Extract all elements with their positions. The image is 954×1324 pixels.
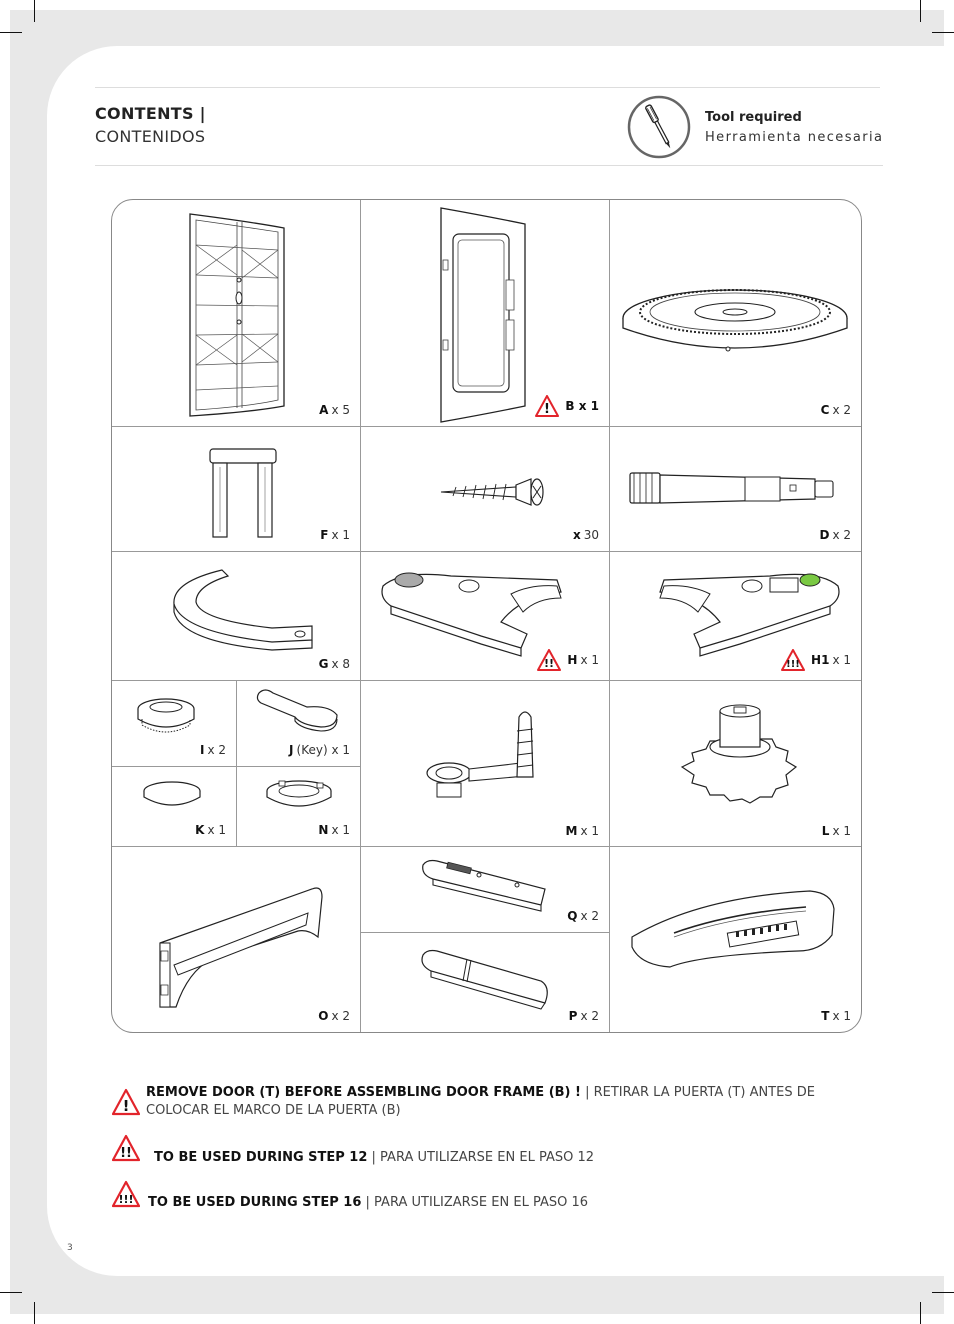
part-k-label: K x 1 [195,823,226,837]
crop-mark [932,32,954,33]
svg-text:!: ! [122,1097,130,1115]
part-screw-label: x 30 [572,528,599,542]
crop-mark [0,1292,22,1293]
part-q-label: Q x 2 [567,909,599,923]
part-n-cell [237,767,360,846]
part-q-cell [361,847,609,932]
part-d-cell [610,427,861,551]
crop-mark [0,32,22,33]
warning-icon [112,1088,140,1116]
tool-required-label: Tool required [705,110,802,125]
header-top-rule [95,87,880,88]
crop-mark [34,0,35,22]
warning-icon-double [537,649,561,671]
part-j-label: J (Key) x 1 [289,743,350,757]
part-b-label: ! B x 1 [535,395,599,417]
part-g-label: G x 8 [318,657,350,671]
part-o-cell [112,847,360,1032]
part-d-label: D x 2 [819,528,851,542]
part-h-label: !! H x 1 [537,649,599,671]
note-step-16: TO BE USED DURING STEP 16 | PARA UTILIZARSE EN EL PASO 16 [148,1195,588,1210]
part-f-cell [112,427,360,551]
part-l-label: L x 1 [821,824,851,838]
part-l-illustration [610,681,861,847]
warning-icon-triple [781,649,805,671]
screw-illustration [361,427,609,551]
part-c-label: C x 2 [820,403,851,417]
part-b-illustration [361,200,609,426]
warning-icon [535,395,559,417]
part-a-cell [112,200,360,426]
part-t-cell [610,847,861,1032]
warning-icon-double [112,1134,140,1162]
part-l-cell [610,681,861,847]
crop-mark [932,1292,954,1293]
warning-icon-triple [112,1180,140,1208]
part-m-illustration [361,681,609,847]
header-bottom-rule [95,165,883,166]
part-m-label: M x 1 [565,824,599,838]
part-c-illustration [610,200,861,426]
contents-title: CONTENTS | [95,104,206,123]
page-number: 3 [67,1243,73,1253]
part-i-cell [112,681,236,766]
crop-mark [920,0,921,22]
parts-grid [111,199,862,1033]
part-c-cell [610,200,861,426]
part-b-cell [361,200,609,426]
svg-text:!!: !! [120,1146,132,1161]
part-m-cell [361,681,609,847]
part-h-cell [361,552,609,680]
svg-text:!!: !! [544,657,555,670]
part-f-label: F x 1 [320,528,350,542]
part-k-cell [112,767,236,846]
part-h1-label: !!! H1 x 1 [781,649,851,671]
contents-title-es: CONTENIDOS [95,127,206,146]
crop-mark [920,1302,921,1324]
part-o-label: O x 2 [318,1009,350,1023]
svg-text:!: ! [544,402,551,417]
note-step-12: TO BE USED DURING STEP 12 | PARA UTILIZARSE EN EL PASO 12 [154,1150,594,1165]
tool-required-label-es: Herramienta necesaria [705,130,884,145]
part-a-label: A x 5 [319,403,350,417]
part-h1-cell [610,552,861,680]
part-n-label: N x 1 [318,823,350,837]
screwdriver-icon [627,95,691,159]
part-a-illustration [112,200,360,426]
part-t-label: T x 1 [821,1009,851,1023]
part-screw-cell [361,427,609,551]
part-o-illustration [112,847,360,1032]
note-remove-door: REMOVE DOOR (T) BEFORE ASSEMBLING DOOR FRAME (B) ! | RETIRAR LA PUERTA (T) ANTES DE COLOCAR EL MARCO DE LA PUERTA (B) [146,1085,815,1118]
part-j-cell [237,681,360,766]
part-t-illustration [610,847,861,1032]
part-p-label: P x 2 [568,1009,599,1023]
svg-text:!!!: !!! [786,659,800,670]
part-p-cell [361,933,609,1032]
part-i-label: I x 2 [199,743,226,757]
part-g-cell [112,552,360,680]
svg-text:!!!: !!! [118,1193,134,1206]
crop-mark [34,1302,35,1324]
